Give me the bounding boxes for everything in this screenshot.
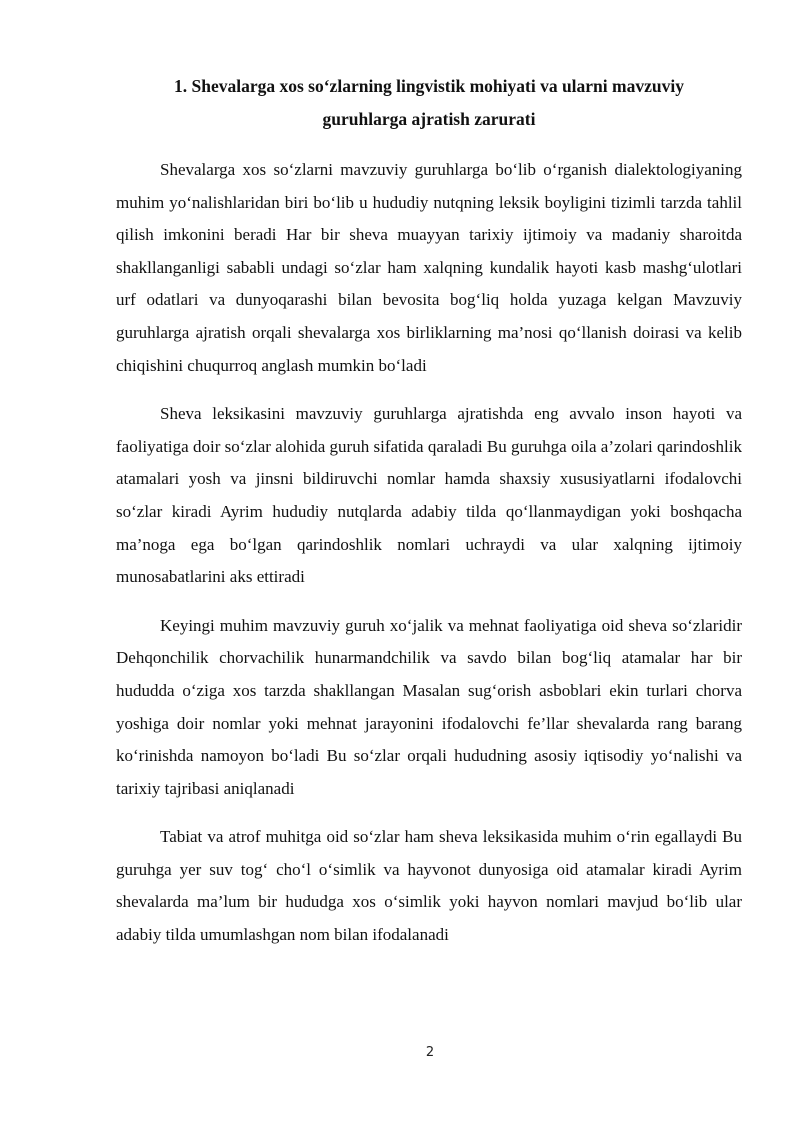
paragraph-2: Sheva leksikasini mavzuviy guruhlarga ajratishda eng avvalo inson hayoti va faoliyatiga doir so‘zlar alohida guruh sifatida qaraladi Bu guruhga oila a’zolari qarindoshlik atamalari yosh va jinsni bildiruvchi nomlar hamda shaxsiy xususiyatlarni ifodalovchi so‘zlar kiradi Ayrim hududiy nutqlarda adabiy tilda qo‘llanmaydigan yoki boshqacha ma’noga ega bo‘lgan qarindoshlik nomlari uchraydi va ular xalqning ijtimoiy munosabatlarini aks ettiradi	[116, 404, 742, 587]
section-title-line-1: 1. Shevalarga xos so‘zlarning lingvistik mohiyati va ularni mavzuviy	[174, 76, 684, 96]
paragraph-4: Tabiat va atrof muhitga oid so‘zlar ham sheva leksikasida muhim o‘rin egallaydi Bu guruhga yer suv tog‘ cho‘l o‘simlik va hayvonot dunyosiga oid atamalar kiradi Ayrim shevalarda ma’lum bir hududga xos o‘simlik yoki hayvon nomlari mavjud bo‘lib ular adabiy tilda umumlashgan nom bilan ifodalanadi	[116, 827, 742, 945]
section-title-line-2: guruhlarga ajratish zarurati	[322, 109, 536, 129]
paragraph-3: Keyingi muhim mavzuviy guruh xo‘jalik va mehnat faoliyatiga oid sheva so‘zlaridir Dehqonchilik chorvachilik hunarmandchilik va savdo bilan bog‘liq atamalar har bir hududda o‘ziga xos tarzda shakllangan Masalan sug‘orish asboblari ekin turlari chorva yoshiga doir nomlar yoki mehnat jarayonini ifodalovchi fe’llar shevalarda rang barang ko‘rinishda namoyon bo‘ladi Bu so‘zlar orqali hududning asosiy iqtisodiy yo‘nalishi va tarixiy tajribasi aniqlanadi	[116, 615, 742, 798]
page-number: 2	[425, 1045, 435, 1060]
paragraph-1: Shevalarga xos so‘zlarni mavzuviy guruhlarga bo‘lib o‘rganish dialektologiyaning muhim yo‘nalishlaridan biri bo‘lib u hududiy nutqning leksik boyligini tizimli tarzda tahlil qilish imkonini beradi Har bir sheva muayyan tarixiy ijtimoiy va madaniy sharoitda shakllanganligi sababli undagi so‘zlar ham xalqning kundalik hayoti kasb mashg‘ulotlari urf odatlari va dunyoqarashi bilan bevosita bog‘liq holda yuzaga kelgan Mavzuviy guruhlarga ajratish orqali shevalarga xos birliklarning ma’nosi qo‘llanish doirasi va kelib chiqishini chuqurroq anglash mumkin bo‘ladi	[116, 160, 742, 375]
section-title	[116, 70, 742, 136]
body-text	[116, 154, 742, 968]
